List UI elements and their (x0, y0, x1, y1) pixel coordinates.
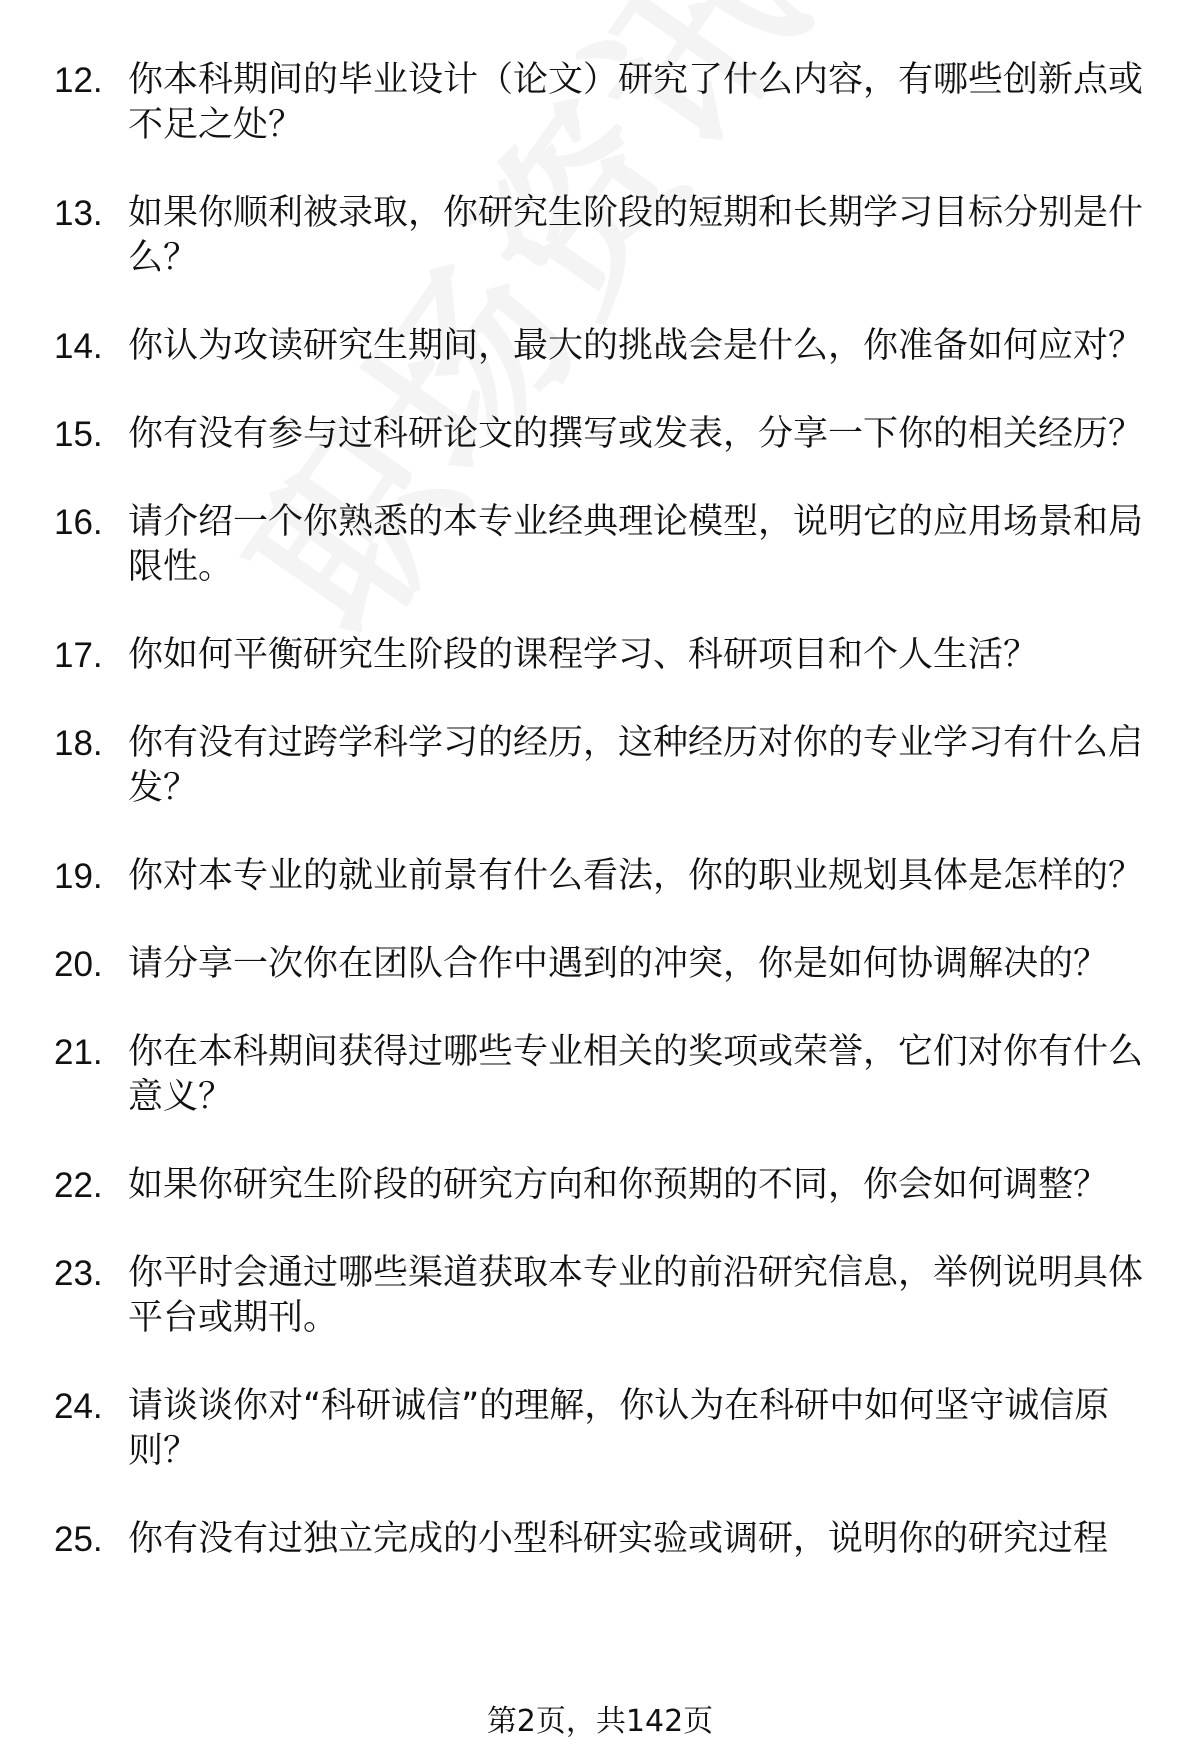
question-number: 16. (54, 503, 103, 542)
question-text: 你认为攻读研究生期间，最大的挑战会是什么，你准备如何应对？ (128, 326, 1144, 366)
question-text: 如果你研究生阶段的研究方向和你预期的不同，你会如何调整？ (128, 1165, 1109, 1205)
question-number: 13. (54, 194, 103, 233)
question-number: 23. (54, 1254, 103, 1293)
question-item (0, 58, 1200, 148)
question-number: 17. (54, 636, 103, 675)
question-item (0, 942, 1200, 987)
question-item (0, 854, 1200, 899)
question-number: 14. (54, 327, 103, 366)
question-number: 25. (54, 1520, 103, 1559)
question-text: 你平时会通过哪些渠道获取本专业的前沿研究信息，举例说明具体平台或期刊。 (128, 1253, 1144, 1338)
question-text: 你本科期间的毕业设计（论文）研究了什么内容，有哪些创新点或不足之处？ (128, 60, 1144, 145)
question-number: 18. (54, 724, 103, 763)
question-text: 请分享一次你在团队合作中遇到的冲突，你是如何协调解决的？ (128, 944, 1109, 984)
question-item (0, 721, 1200, 811)
question-list (0, 58, 1200, 1605)
question-item (0, 1384, 1200, 1474)
question-number: 19. (54, 857, 103, 896)
question-item (0, 324, 1200, 369)
question-text: 请谈谈你对“科研诚信”的理解，你认为在科研中如何坚守诚信原则？ (128, 1386, 1110, 1471)
question-item (0, 412, 1200, 457)
question-item (0, 1251, 1200, 1341)
question-number: 12. (54, 61, 103, 100)
question-text: 请介绍一个你熟悉的本专业经典理论模型，说明它的应用场景和局限性。 (128, 502, 1144, 587)
question-item (0, 191, 1200, 281)
question-number: 20. (54, 945, 103, 984)
question-text: 你对本专业的就业前景有什么看法，你的职业规划具体是怎样的？ (128, 856, 1144, 896)
question-text: 如果你顺利被录取，你研究生阶段的短期和长期学习目标分别是什么？ (128, 193, 1144, 278)
question-number: 15. (54, 415, 103, 454)
question-text: 你有没有参与过科研论文的撰写或发表，分享一下你的相关经历？ (128, 414, 1144, 454)
question-item (0, 1163, 1200, 1208)
question-number: 21. (54, 1033, 103, 1072)
question-text: 你在本科期间获得过哪些专业相关的奖项或荣誉，它们对你有什么意义？ (128, 1032, 1144, 1117)
question-text: 你有没有过跨学科学习的经历，这种经历对你的专业学习有什么启发？ (128, 723, 1144, 808)
question-number: 22. (54, 1166, 103, 1205)
question-item (0, 500, 1200, 590)
question-number: 24. (54, 1387, 103, 1426)
question-item (0, 633, 1200, 678)
question-text: 你如何平衡研究生阶段的课程学习、科研项目和个人生活？ (128, 635, 1039, 675)
page-footer: 第2页，共142页 (486, 1704, 714, 1739)
question-item (0, 1030, 1200, 1120)
question-item (0, 1517, 1200, 1562)
question-text: 你有没有过独立完成的小型科研实验或调研，说明你的研究过程 (128, 1519, 1109, 1559)
